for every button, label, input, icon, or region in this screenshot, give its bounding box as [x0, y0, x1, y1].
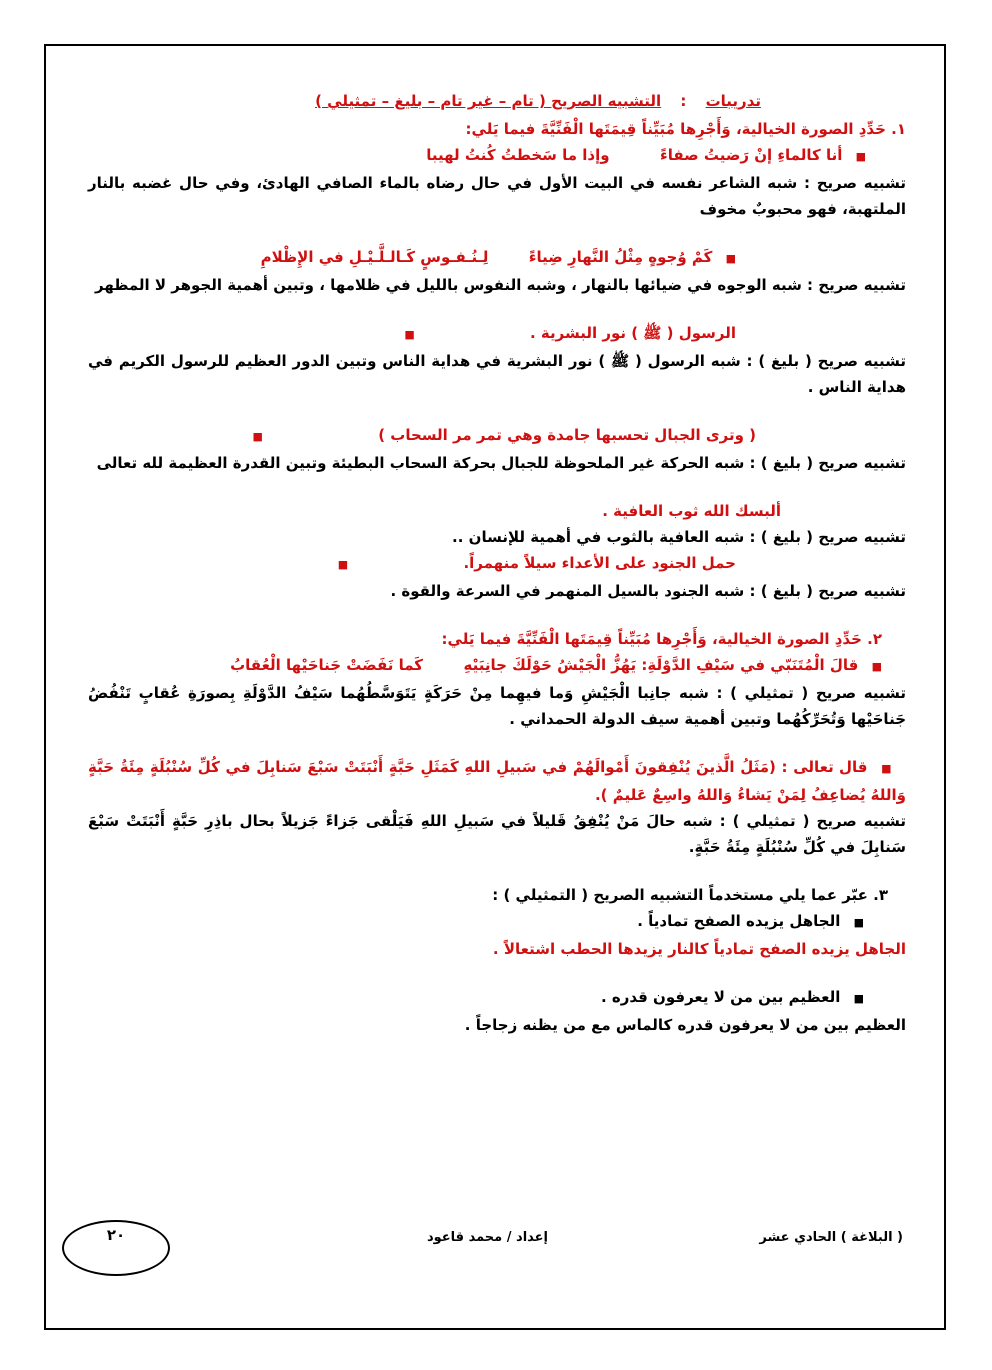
q1-prompt-text: حَدِّدِ الصورة الخيالية، وَأَجْرِها مُبَيِّناً قِيمَتَها الْفَنِّيَّةَ فيما يَلي: — [465, 120, 886, 138]
q2-answer-1: تشبيه صريح ( تمثيلي ) : شبه جانِبا الْجَيْشِ وَما فيهِما مِنْ حَرَكَةٍ يَتَوَسَّطُهُما سَيْفُ الدَّوْلَةِ بِصورَةِ عُقابٍ تَنْفُضُ جَناحَيْها وَتُحَرِّكُهُما وتبين أهمية سيف الدولة الحمداني . — [88, 684, 906, 728]
q3-example-1 — [88, 908, 906, 936]
bullet-icon: ■ — [252, 430, 263, 443]
bullet-icon: ■ — [337, 558, 349, 571]
page-footer — [44, 1220, 948, 1260]
q2-example-2 — [88, 754, 906, 808]
verse-second-half: كَما نَفَضَتْ جَناحَيْها الْعُقابُ — [230, 656, 424, 674]
verse-second-half: وإذا ما سَخطتُ كُنتُ لهيبا — [426, 146, 610, 164]
q1-example-3 — [88, 320, 906, 348]
worksheet-content — [88, 88, 906, 1038]
q1-example-6 — [88, 550, 906, 578]
q2-example-1 — [88, 652, 906, 680]
bullet-icon: ■ — [404, 328, 415, 341]
q3-answer-2: العظيم بين من لا يعرفون قدره كالماس مع من يظنه زجاجاً . — [464, 1016, 906, 1034]
example-text: الرسول ( ﷺ ) نور البشرية . — [529, 324, 736, 342]
bullet-icon: ■ — [871, 660, 882, 673]
bullet-icon: ■ — [725, 252, 736, 265]
title-label: تدريبات — [705, 92, 761, 110]
q1-answer-6: تشبيه صريح ( بليغ ) : شبه الجنود بالسيل المنهمر في السرعة والقوة . — [390, 582, 906, 600]
q1-answer-2: تشبيه صريح : شبه الوجوه في ضيائها بالنهار ، وشبه النفوس بالليل في ظلامها ، وتبين أهمية الجوهر لا المظهر — [95, 276, 906, 294]
title-text: التشبيه الصريح ( تام – غير تام – بليغ – تمثيلي ) — [315, 92, 662, 110]
q2-prompt-text: حَدِّدِ الصورة الخيالية، وَأَجْرِها مُبَيِّناً قِيمَتَها الْفَنِّيَّةَ فيما يَلي: — [441, 630, 862, 648]
q2-number: ٢. — [867, 630, 882, 648]
verse-first-half: أنا كالماءِ إنْ رَضيتُ صفاءً — [660, 146, 843, 164]
title-separator: : — [680, 92, 687, 110]
page-number-oval — [62, 1220, 170, 1276]
example-text: العظيم بين من لا يعرفون قدره . — [600, 988, 841, 1006]
bullet-icon: ■ — [853, 916, 864, 929]
q3-answer-1: الجاهل يزيده الصفح تمادياً كالنار يزيدها الحطب اشتعالاً . — [492, 940, 906, 958]
q1-answer-5: تشبيه صريح ( بليغ ) : شبه العافية بالثوب في أهمية للإنسان .. — [452, 528, 906, 546]
q1-example-5 — [88, 498, 906, 524]
footer-author: إعداد / محمد قاعود — [426, 1230, 548, 1245]
q2-prompt — [88, 626, 906, 652]
example-text: ( وترى الجبال تحسبها جامدة وهي تمر مر السحاب ) — [378, 426, 756, 444]
verse-second-half: لِـنُـفـوسٍ كَـالـلَّـيْـلِ في الإِظْلامِ — [260, 248, 489, 266]
q3-prompt — [88, 882, 906, 908]
page-number: ٢٠ — [106, 1226, 126, 1244]
footer-subject: ( البلاغة ) الحادي عشر — [759, 1230, 903, 1245]
q1-number: ١. — [891, 120, 906, 138]
q2-answer-2: تشبيه صريح ( تمثيلي ) : شبه حالَ مَنْ يُنْفِقُ قَليلاً في سَبيلِ اللهِ فَيَلْقى جَزاءً جَزيلاً بحال باذِرِ حَبَّةٍ أَنْبَتَتْ سَبْعَ سَنابِلَ في كُلِّ سُنْبُلَةٍ مِئَةُ حَبَّةٍ. — [88, 812, 906, 856]
q3-prompt-text: عبّر عما يلي مستخدماً التشبيه الصريح ( التمثيلي ) : — [492, 886, 868, 904]
q1-example-2 — [88, 244, 906, 272]
q1-example-1 — [88, 142, 906, 170]
example-text: الجاهل يزيده الصفح تمادياً . — [637, 912, 841, 930]
verse-first-half: كَمْ وُجوهٍ مِثْلُ النَّهارِ ضِياءً — [528, 248, 713, 266]
q3-number: ٣. — [873, 886, 888, 904]
q1-answer-1: تشبيه صريح : شبه الشاعر نفسه في البيت الأول في حال رضاه بالماء الصافي الهادئ، وفي حال غضبه بالنار الملتهبة، فهو محبوبٌ مخوف — [88, 174, 906, 218]
q1-answer-3: تشبيه صريح ( بليغ ) : شبه الرسول ( ﷺ ) نور البشرية في هداية الناس وتبين الدور العظيم للرسول الكريم في هداية الناس . — [88, 352, 906, 396]
verse-first-half: قالَ الْمُتَنَبّي في سَيْفِ الدَّوْلَةِ: يَهُزُّ الْجَيْشُ حَوْلَكَ جانِبَيْهِ — [463, 656, 859, 674]
q1-prompt — [88, 116, 906, 142]
bullet-icon: ■ — [881, 762, 892, 775]
q1-example-4 — [88, 422, 906, 450]
q1-answer-4: تشبيه صريح ( بليغ ) : شبه الحركة غير الملحوظة للجبال بحركة السحاب البطيئة وتبين القدرة العظيمة لله تعالى — [96, 454, 906, 472]
bullet-icon: ■ — [855, 150, 866, 163]
example-text: قال تعالى : (مَثَلُ الَّذينَ يُنْفِقونَ أَمْوالَهُمْ في سَبيلِ اللهِ كَمَثَلِ حَبَّةٍ أَنْبَتَتْ سَبْعَ سَنابِلَ في كُلِّ سُنْبُلَةٍ مِئَةُ حَبَّةٍ وَاللهُ يُضاعِفُ لِمَنْ يَشاءُ وَاللهُ واسِعٌ عَليمٌ ). — [88, 758, 906, 804]
q3-example-2 — [88, 984, 906, 1012]
bullet-icon: ■ — [853, 992, 864, 1005]
example-text: حمل الجنود على الأعداء سيلاً منهمراً. — [463, 554, 736, 572]
example-text: ألبسك الله ثوب العافية . — [602, 502, 781, 520]
page-title — [88, 88, 906, 114]
